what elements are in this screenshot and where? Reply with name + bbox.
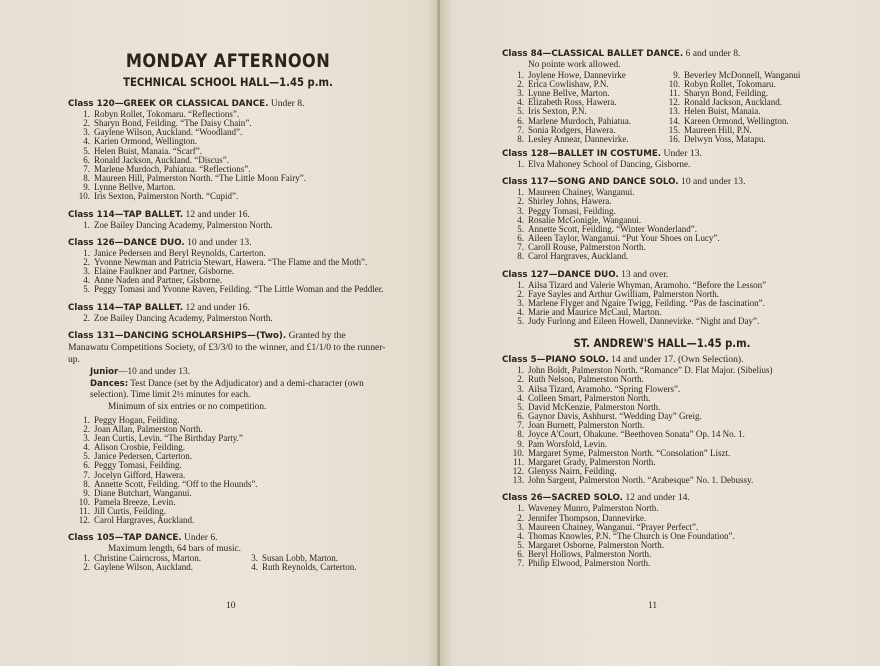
item-number: 2. [83, 256, 90, 267]
right-page-content [502, 48, 822, 571]
class-title: Class 5—PIANO SOLO. [502, 355, 609, 366]
item-number: 3. [517, 87, 524, 98]
class-description: 14 and under 17. (Own Selection). [611, 354, 744, 366]
entrant-list [68, 314, 388, 323]
item-number: 3. [251, 553, 258, 564]
item-number: 8. [517, 133, 524, 144]
item-text: Maureen Chainey, Wanganui. “Prayer Perfect”. [528, 521, 699, 532]
item-number: 14. [668, 115, 680, 126]
item-number: 1. [517, 503, 524, 514]
item-number: 9. [517, 438, 524, 449]
item-number: 4. [517, 307, 524, 317]
item-text: Iris Sexton, P.N. [528, 106, 587, 117]
item-number: 4. [517, 530, 524, 541]
item-number: 6. [517, 115, 524, 126]
item-number: 2. [83, 312, 90, 323]
item-text: Caroll Rouse, Palmerston North. [528, 242, 646, 253]
item-text: Margaret Syme, Palmerston North. “Consolation” Liszt. [528, 447, 731, 458]
item-text: Janice Pedersen and Beryl Reynolds, Carterton. [94, 247, 266, 258]
item-number: 6. [517, 233, 524, 244]
item-text: Annette Scott, Feilding. “Off to the Hounds”. [94, 478, 258, 489]
item-text: Ronald Jackson, Auckland. [684, 97, 782, 108]
item-number: 2. [517, 512, 524, 523]
item-number: 10. [78, 497, 90, 508]
item-text: Shirley Johns, Hawera. [528, 196, 612, 207]
item-text: Joyce A'Court, Ohakune. “Beethoven Sonata” Op. 14 No. 1. [528, 429, 745, 440]
class-heading [502, 48, 822, 60]
list-item [510, 135, 666, 144]
item-text: Karien Ormond, Wellington. [94, 136, 198, 147]
item-text: Beverley McDonnell, Wanganui [684, 69, 801, 80]
item-number: 12. [668, 97, 680, 108]
class-title: Class 120—GREEK OR CLASSICAL DANCE. [68, 99, 269, 109]
item-number: 9. [673, 69, 680, 80]
item-number: 4. [517, 392, 524, 403]
item-number: 1. [517, 187, 524, 198]
item-number: 3. [517, 383, 524, 394]
item-number: 12. [78, 515, 90, 526]
item-number: 5. [517, 106, 524, 117]
item-text: Philip Elwood, Palmerston North. [528, 558, 651, 569]
item-text: Gaynor Davis, Ashhurst. “Wedding Day” Greig. [528, 411, 702, 422]
class-description: Under 13. [663, 148, 702, 160]
item-text: Peggy Tomasi and Yvonne Raven, Feilding. “The Little Woman and the Peddler. [94, 284, 384, 295]
page-number: 11 [648, 601, 658, 611]
item-number: 2. [517, 288, 524, 299]
item-text: Anne Naden and Partner, Gisborne. [94, 275, 223, 286]
page-number: 10 [226, 601, 236, 611]
item-number: 4. [517, 214, 524, 225]
item-text: Jocelyn Gifford, Hawera. [94, 469, 186, 480]
item-text: Pamela Breeze, Levin. [94, 497, 176, 508]
item-text: Peggy Tomasi, Feilding. [528, 205, 616, 216]
class-title: Class 127—DANCE DUO. [502, 269, 619, 280]
item-number: 5. [83, 451, 90, 462]
item-number: 7. [517, 242, 524, 253]
left-class-sections [68, 98, 388, 326]
item-number: 2. [83, 562, 90, 573]
item-number: 3. [517, 205, 524, 216]
item-number: 4. [83, 275, 90, 286]
minimum-note: Minimum of six entries or no competition. [108, 402, 267, 413]
item-text: Joylene Howe, Dannevirke [528, 69, 626, 80]
item-text: Janice Pedersen, Carterton. [94, 451, 192, 462]
item-number: 7. [83, 163, 90, 174]
list-item [510, 252, 822, 261]
item-text: Ronald Jackson, Auckland. “Discus”. [94, 154, 229, 165]
item-number: 4. [83, 136, 90, 147]
item-number: 1. [517, 159, 524, 170]
class-description: Under 6. [184, 531, 218, 543]
item-number: 15. [668, 124, 680, 135]
dances-text: Test Dance (set by the Adjudicator) and a demi-character (own selection). Time limit 2½ minutes for each. [90, 379, 364, 400]
item-text: Christine Cairncross, Marton. [94, 553, 201, 564]
item-text: Margaret Osborne, Palmerston North. [528, 539, 665, 550]
dances-label: Dances: [90, 379, 129, 390]
class-heading [68, 532, 388, 544]
entrant-list [502, 366, 822, 485]
item-text: Peggy Hogan, Feilding. [94, 414, 180, 425]
section-gap [502, 568, 822, 571]
class-description: 12 and under 14. [625, 492, 690, 504]
item-number: 2. [517, 374, 524, 385]
entrant-list [68, 221, 388, 230]
item-text: Joan Allan, Palmerston North. [94, 423, 203, 434]
item-number: 11. [513, 456, 524, 467]
page-title: MONDAY AFTERNOON [125, 50, 331, 72]
item-number: 3. [83, 432, 90, 443]
item-number: 7. [517, 558, 524, 569]
entrant-list [68, 110, 388, 202]
item-number: 6. [83, 460, 90, 471]
item-number: 2. [83, 423, 90, 434]
class-description: 10 and under 13. [681, 176, 746, 188]
item-text: Marie and Maurice McCaul, Marton. [528, 307, 662, 317]
junior-text: —10 and under 13. [118, 366, 190, 377]
item-number: 8. [83, 478, 90, 489]
class-description: Under 8. [270, 98, 305, 109]
item-number: 1. [83, 414, 90, 425]
scholarship-entrants [68, 416, 388, 526]
item-text: Marlene Murdoch, Pahiatua. [528, 115, 631, 126]
item-number: 4. [517, 97, 524, 108]
section-gap [502, 169, 822, 172]
item-text: Carol Hargraves, Auckland. [528, 251, 629, 262]
list-item [76, 516, 388, 525]
section-gap [68, 230, 388, 233]
item-text: Susan Lobb, Marton. [262, 553, 338, 564]
item-text: Kareen Ormond, Wellington. [684, 115, 789, 126]
item-text: Jennifer Thompson, Dannevirke. [528, 512, 647, 523]
item-text: Ruth Reynolds, Carterton. [262, 562, 357, 573]
item-text: Delwyn Voss, Matapu. [684, 133, 766, 144]
two-column-entrants [502, 71, 822, 145]
section-gap [502, 262, 822, 265]
item-number: 2. [517, 196, 524, 207]
item-number: 5. [83, 145, 90, 156]
item-text: John Boldt, Palmerston North. “Romance” D. Flat Major. (Sibelius) [528, 365, 773, 376]
item-text: Carol Hargraves, Auckland. [94, 515, 195, 526]
item-text: Sharyn Bond, Feilding. “The Daisy Chain”. [94, 118, 252, 129]
section-gap [502, 485, 822, 488]
item-number: 7. [517, 420, 524, 431]
item-number: 9. [83, 182, 90, 193]
item-number: 11. [669, 87, 680, 98]
item-text: Aileen Taylor, Wanganui. “Put Your Shoes on Lucy”. [528, 233, 720, 244]
list-item [510, 559, 822, 568]
class-description: Granted by the Manawatu Competitions Society, of £3/3/0 to the winner, and £1/1/0 to the runner-up. [68, 329, 386, 365]
list-item [510, 476, 822, 485]
item-text: Peggy Tomasi, Feilding. [94, 460, 182, 471]
item-number: 5. [517, 316, 524, 327]
section-gap [68, 202, 388, 205]
item-text: Helen Buist, Manaia. “Scarf”. [94, 145, 202, 156]
class-description: 13 and over. [621, 268, 669, 280]
item-number: 1. [83, 553, 90, 564]
item-number: 1. [517, 365, 524, 376]
hall-heading: ST. ANDREW'S HALL—1.45 p.m. [573, 337, 751, 351]
item-number: 8. [517, 251, 524, 262]
item-text: Erica Cowlishaw, P.N. [528, 78, 609, 89]
item-text: Jean Curtis, Levin. “The Birthday Party.” [94, 432, 243, 443]
item-number: 7. [517, 124, 524, 135]
class-heading [502, 269, 822, 281]
class-heading [68, 237, 388, 249]
entrant-list [502, 188, 822, 261]
entrant-list [502, 504, 822, 568]
item-number: 1. [517, 69, 524, 80]
item-number: 5. [517, 223, 524, 234]
item-text: Colleen Smart, Palmerston North. [528, 392, 651, 403]
item-text: Diane Butchart, Wanganui. [94, 487, 192, 498]
item-number: 6. [517, 411, 524, 422]
item-text: Alison Crosbie, Feilding. [94, 442, 186, 453]
item-text: Rosalie McGonigle, Wanganui. [528, 214, 642, 225]
item-number: 8. [83, 173, 90, 184]
right-page [440, 0, 880, 666]
item-text: Marlene Murdoch, Pahiatua. “Reflections”. [94, 163, 251, 174]
item-text: Robyn Rollet, Tokomaru. [684, 78, 776, 89]
item-text: John Sargent, Palmerston North. “Arabesque” No. 1. Debussy. [528, 475, 754, 486]
item-text: Pam Worsfold, Levin. [528, 438, 608, 449]
item-number: 13. [668, 106, 680, 117]
item-text: Elva Mahoney School of Dancing, Gisborne. [528, 159, 691, 170]
item-text: Ailsa Tizard, Aramoho. “Spring Flowers”. [528, 383, 681, 394]
item-number: 10. [78, 191, 90, 202]
entrant-list [68, 249, 388, 295]
item-number: 6. [517, 549, 524, 560]
item-text: Maureen Chainey, Wanganui. [528, 187, 635, 198]
class-title: Class 131—DANCING SCHOLARSHIPS—(Two). [68, 330, 287, 341]
item-number: 4. [83, 442, 90, 453]
item-number: 3. [83, 266, 90, 277]
item-number: 13. [512, 475, 524, 486]
class-heading [68, 209, 388, 221]
class-title: Class 117—SONG AND DANCE SOLO. [502, 177, 679, 188]
item-text: Margaret Grady, Palmerston North. [528, 456, 656, 467]
item-number: 16. [668, 133, 680, 144]
list-item [76, 314, 388, 323]
item-text: Joan Burnett, Palmerston North. [528, 420, 645, 431]
class-title: Class 114—TAP BALLET. [68, 209, 184, 220]
item-number: 9. [83, 487, 90, 498]
item-text: Glenyss Nairn, Feilding. [528, 466, 617, 477]
item-number: 1. [83, 109, 90, 119]
item-text: Iris Sexton, Palmerston North. “Cupid”. [94, 191, 239, 202]
item-text: Zoe Bailey Dancing Academy, Palmerston North. [94, 219, 273, 230]
item-text: Helen Buist, Manaia. [684, 106, 761, 117]
class-title: Class 26—SACRED SOLO. [502, 493, 623, 504]
item-text: Yvonne Newman and Patricia Stewart, Hawera. “The Flame and the Moth”. [94, 256, 368, 267]
item-text: Gaylene Wilson, Auckland. [94, 562, 193, 573]
item-number: 6. [83, 154, 90, 165]
list-item [510, 160, 822, 169]
class-title: Class 126—DANCE DUO. [68, 237, 185, 248]
item-text: Lesley Annear, Dannevirke. [528, 133, 629, 144]
item-text: Sharyn Bond, Feilding. [684, 87, 769, 98]
item-number: 10. [512, 447, 524, 458]
class-description: 6 and under 8. [685, 48, 741, 59]
item-number: 12. [512, 466, 524, 477]
class-description: 12 and under 16. [185, 301, 250, 313]
item-text: Elaine Faulkner and Partner, Gisborne. [94, 266, 235, 277]
item-number: 3. [83, 127, 90, 138]
class-title: Class 128—BALLET IN COSTUME. [502, 149, 662, 160]
list-item [666, 135, 822, 144]
dances-line [68, 379, 388, 400]
section-gap [502, 326, 822, 329]
junior-label: Junior [90, 366, 119, 377]
item-number: 3. [517, 521, 524, 532]
list-item [76, 221, 388, 230]
entrants-column-1 [510, 71, 666, 145]
item-text: Jill Curtis, Feilding. [94, 506, 167, 517]
item-text: Robyn Rollet, Tokomaru. “Reflections”. [94, 109, 240, 119]
item-text: Judy Furlong and Eileen Howell, Dannevirke. “Night and Day”. [528, 316, 760, 327]
item-number: 2. [517, 78, 524, 89]
item-text: David McKenzie, Palmerston North. [528, 401, 661, 412]
left-page-content [68, 50, 388, 572]
item-number: 4. [251, 562, 258, 573]
item-text: Elizabeth Ross, Hawera. [528, 97, 617, 108]
list-item [76, 192, 388, 201]
item-number: 8. [517, 429, 524, 440]
right-class-sections-b [502, 354, 822, 571]
entrants-column-2 [666, 71, 822, 145]
class-heading [68, 330, 388, 366]
list-item [76, 563, 388, 572]
item-text: Annette Scott, Feilding. “Winter Wonderland”. [528, 223, 697, 234]
entrant-list [502, 281, 822, 327]
item-number: 5. [517, 401, 524, 412]
item-text: Ruth Nelson, Palmerston North. [528, 374, 644, 385]
list-item [76, 285, 388, 294]
item-number: 5. [83, 284, 90, 295]
class-heading [68, 302, 388, 314]
entrant-list [502, 160, 822, 169]
item-text: Thomas Knowles, P.N. “The Church is One Foundation”. [528, 530, 735, 541]
item-number: 5. [517, 539, 524, 550]
item-number: 3. [517, 297, 524, 308]
item-number: 11. [79, 506, 90, 517]
item-text: Maureen Hill, Palmerston North. “The Little Moon Fairy”. [94, 173, 306, 184]
item-text: Maureen Hill, P.N. [684, 124, 752, 135]
item-text: Sonia Rodgers, Hawera. [528, 124, 616, 135]
right-class-sections-a [502, 148, 822, 329]
class-description: 10 and under 13. [187, 236, 252, 248]
item-text: Faye Sayles and Arthur Gwilliam, Palmerston North. [528, 288, 719, 299]
class-title: Class 105—TAP DANCE. [68, 532, 182, 543]
item-number: 1. [83, 247, 90, 258]
class-note: Maximum length, 64 bars of music. [108, 543, 241, 554]
tap-dance-entrants [68, 554, 388, 572]
junior-line [68, 367, 388, 378]
section-gap [68, 323, 388, 326]
item-text: Marlene Flyger and Ngaire Twigg, Feilding. “Pas de fascination”. [528, 297, 765, 308]
item-number: 10. [668, 78, 680, 89]
class-title: Class 84—CLASSICAL BALLET DANCE. [502, 49, 684, 59]
class-title: Class 114—TAP BALLET. [68, 302, 184, 313]
item-text: Ailsa Tizard and Valerie Whyman, Aramoho. “Before the Lesson” [528, 279, 767, 290]
list-item [510, 317, 822, 326]
item-text: Beryl Hollows, Palmerston North. [528, 549, 652, 560]
item-number: 1. [83, 219, 90, 230]
item-text: Zoe Bailey Dancing Academy, Palmerston North. [94, 312, 273, 323]
item-number: 1. [517, 279, 524, 290]
item-text: Lynne Bellve, Marton. [94, 182, 176, 193]
class-description: 12 and under 16. [185, 208, 250, 220]
hall-heading: TECHNICAL SCHOOL HALL—1.45 p.m. [123, 76, 333, 89]
item-text: Waveney Munro, Palmerston North. [528, 503, 659, 514]
item-number: 7. [83, 469, 90, 480]
class-note: No pointe work allowed. [528, 60, 621, 70]
item-text: Gaylene Wilson, Auckland. “Woodland”. [94, 127, 243, 138]
item-text: Lynne Bellve, Marton. [528, 87, 610, 98]
item-number: 2. [83, 118, 90, 129]
section-gap [68, 295, 388, 298]
